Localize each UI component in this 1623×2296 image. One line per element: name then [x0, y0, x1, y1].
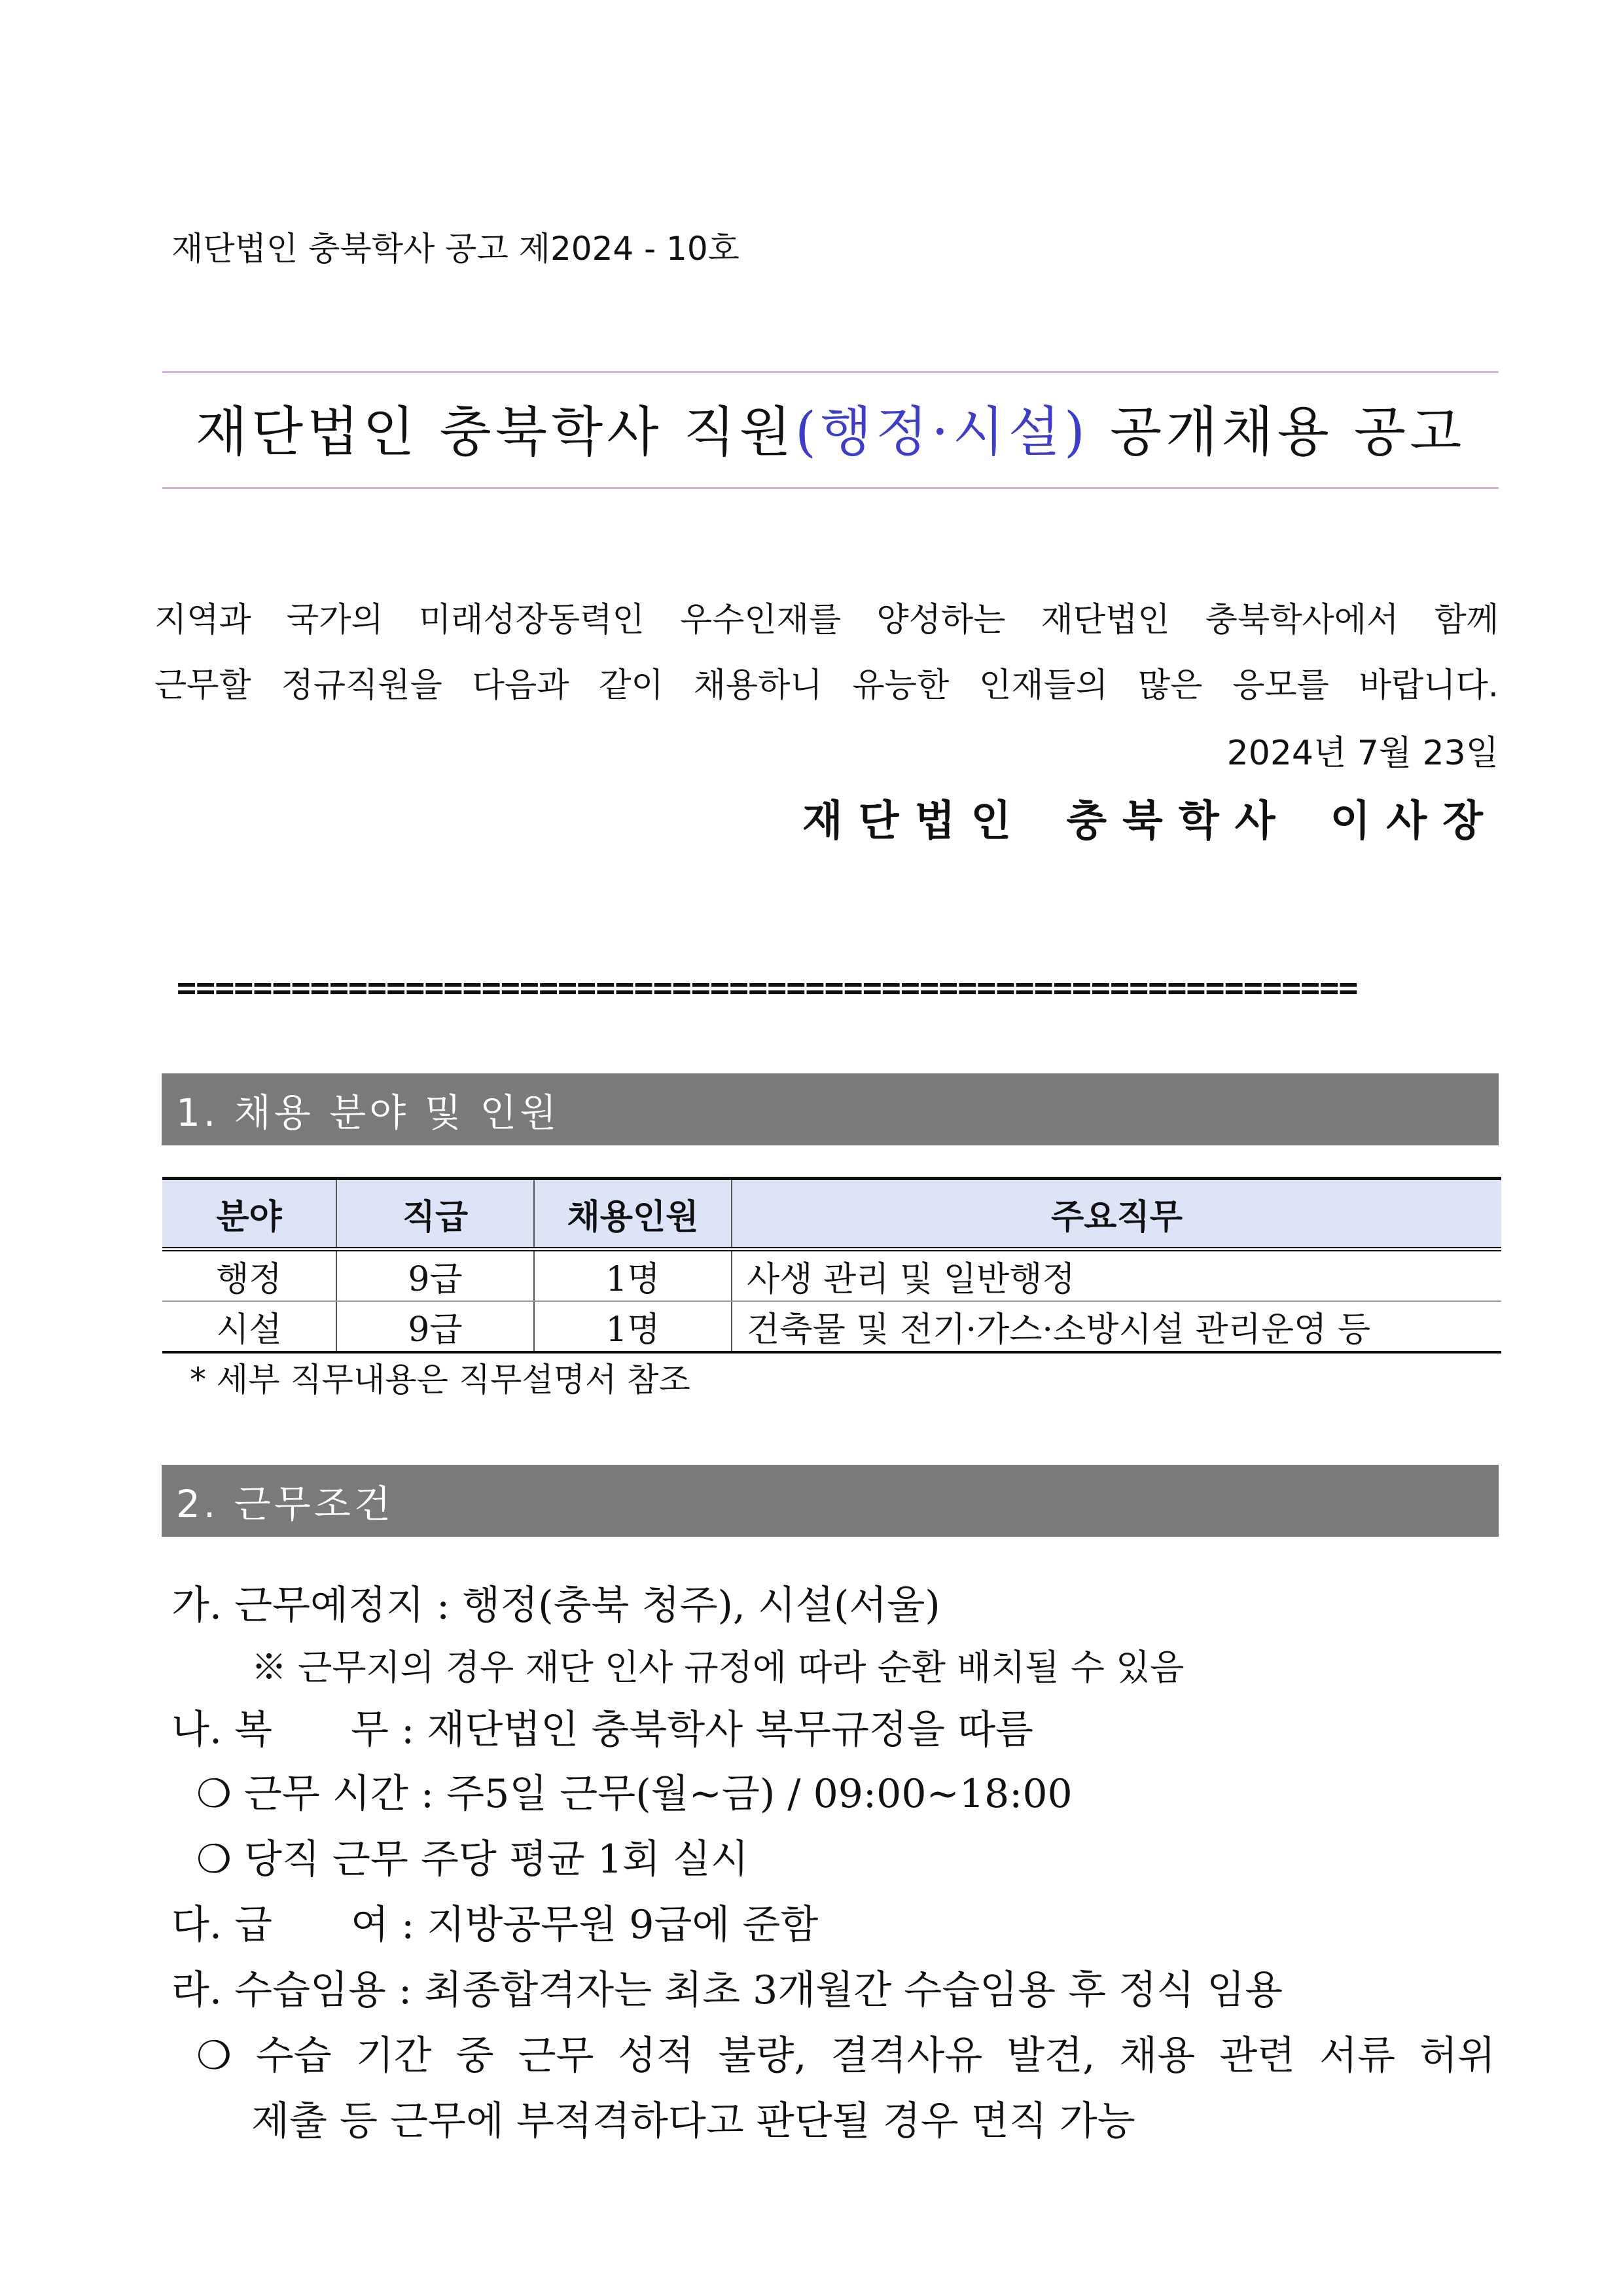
- cell-grade: 9급: [336, 1249, 534, 1302]
- intro-line-2: 근무할 정규직원을 다음과 같이 채용하니 유능한 인재들의 많은 응모를 바랍니다.: [154, 666, 1499, 705]
- announcement-date: 2024년 7월 23일: [1226, 734, 1499, 773]
- notice-number: 재단법인 충북학사 공고 제2024 - 10호: [171, 230, 740, 268]
- title-prefix: 재단법인 충북학사 직원: [195, 401, 795, 463]
- signature: [802, 787, 1499, 848]
- title-suffix: 공개채용 공고: [1088, 401, 1466, 463]
- cell-grade: 9급: [336, 1301, 534, 1352]
- cell-field: 행정: [162, 1249, 336, 1302]
- column-header-grade: 직급: [336, 1179, 534, 1249]
- signature-org-name: 충북학사: [1066, 797, 1291, 846]
- table-header-row: [162, 1179, 1501, 1249]
- section-divider: ==============================================================: [177, 969, 1358, 1007]
- cell-field: 시설: [162, 1301, 336, 1352]
- working-hours: ❍ 근무 시간 : 주5일 근무(월~금) / 09:00~18:00: [196, 1771, 1073, 1817]
- title-top-rule: [162, 371, 1499, 373]
- title-accent: (행정·시설): [794, 401, 1089, 463]
- section-2-heading: 2. 근무조건: [162, 1465, 1499, 1537]
- column-header-count: 채용인원: [534, 1179, 732, 1249]
- column-header-duty: 주요직무: [732, 1179, 1501, 1249]
- service-rules: 나. 복 무 : 재단법인 충북학사 복무규정을 따름: [171, 1707, 1033, 1753]
- signature-org-type: 재단법인: [802, 797, 1027, 846]
- work-location-note: ※ 근무지의 경우 재단 인사 규정에 따라 순환 배치될 수 있음: [251, 1647, 1185, 1688]
- section-1-heading: 1. 채용 분야 및 인원: [162, 1073, 1499, 1145]
- table-row: [162, 1249, 1501, 1302]
- table-footnote: * 세부 직무내용은 직무설명서 참조: [190, 1361, 690, 1399]
- probation-dismissal-cont: 제출 등 근무에 부적격하다고 판단될 경우 면직 가능: [251, 2098, 1135, 2144]
- table-row: [162, 1301, 1501, 1352]
- cell-count: 1명: [534, 1249, 732, 1302]
- cell-count: 1명: [534, 1301, 732, 1352]
- cell-duty: 사생 관리 및 일반행정: [732, 1249, 1501, 1302]
- intro-line-1: 지역과 국가의 미래성장동력인 우수인재를 양성하는 재단법인 충북학사에서 함께: [154, 601, 1499, 639]
- signature-title: 이사장: [1330, 797, 1499, 846]
- title-bottom-rule: [162, 487, 1499, 489]
- probation: 라. 수습임용 : 최종합격자는 최초 3개월간 수습임용 후 정식 임용: [171, 1967, 1283, 2013]
- page-title: [162, 389, 1499, 466]
- work-location: 가. 근무예정지 : 행정(충북 청주), 시설(서울): [171, 1583, 940, 1628]
- night-duty: ❍ 당직 근무 주당 평균 1회 실시: [196, 1837, 749, 1882]
- probation-dismissal: ❍ 수습 기간 중 근무 성적 불량, 결격사유 발견, 채용 관련 서류 허위: [196, 2033, 1495, 2079]
- salary: 다. 급 여 : 지방공무원 9급에 준함: [171, 1902, 819, 1948]
- recruitment-table: [162, 1177, 1501, 1354]
- cell-duty: 건축물 및 전기·가스·소방시설 관리운영 등: [732, 1301, 1501, 1352]
- column-header-field: 분야: [162, 1179, 336, 1249]
